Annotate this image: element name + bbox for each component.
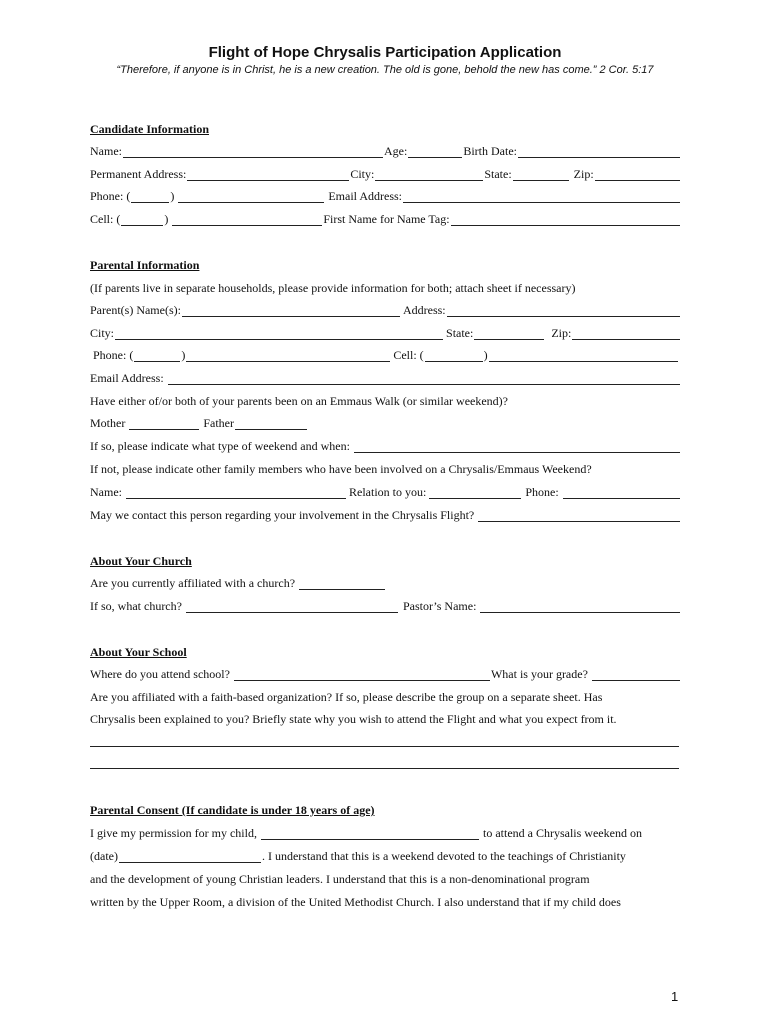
parent-city-label: City:: [90, 326, 115, 340]
faith-question-text-2: Chrysalis been explained to you? Briefly state why you wish to attend the Flight and what you expect from it.: [90, 712, 617, 726]
candidate-name-field[interactable]: [123, 146, 383, 158]
cell-paren: ): [164, 212, 169, 226]
parent-email-field[interactable]: [168, 373, 680, 385]
parent-address-label: Address:: [402, 303, 446, 317]
parent-email-label: Email Address:: [90, 371, 164, 385]
child-name-field[interactable]: [261, 828, 479, 840]
phone-paren: ): [170, 189, 175, 203]
emmaus-question-text: Have either of/or both of your parents been on an Emmaus Walk (or similar weekend)?: [90, 394, 509, 408]
consent-date-field[interactable]: [119, 851, 261, 863]
phone-number-field[interactable]: [178, 191, 324, 203]
parent-address-field[interactable]: [447, 305, 680, 317]
consent-text-1b: to attend a Chrysalis weekend on: [482, 826, 642, 840]
email-field[interactable]: [403, 191, 680, 203]
candidate-phone-row: [90, 187, 680, 203]
parent-state-label: State:: [446, 326, 474, 340]
city-label: City:: [350, 167, 375, 181]
name-tag-field[interactable]: [451, 214, 680, 226]
candidate-section-heading: Candidate Information: [90, 122, 210, 136]
parent-cell-number-field[interactable]: [489, 350, 678, 362]
consent-line-4: [90, 893, 680, 909]
page-number: 1: [671, 989, 679, 1004]
phone-label: Phone: (: [90, 189, 131, 203]
state-label: State:: [484, 167, 512, 181]
name-tag-label: First Name for Name Tag:: [323, 212, 450, 226]
which-church-label: If so, what church?: [90, 599, 182, 613]
father-label: Father: [203, 416, 234, 430]
mother-label: Mother: [90, 416, 126, 430]
contact-name-field[interactable]: [126, 487, 346, 499]
faith-line-2: [90, 710, 680, 726]
church-affiliated-label: Are you currently affiliated with a church?: [90, 576, 296, 590]
zip-label: Zip:: [573, 167, 594, 181]
faith-question-text-1: Are you affiliated with a faith-based organization? If so, please describe the group on a separate sheet. Has: [90, 690, 603, 704]
contact-permission-row: [90, 506, 680, 522]
consent-date-label: (date): [90, 849, 118, 863]
parent-phone-number-field[interactable]: [186, 350, 390, 362]
zip-field[interactable]: [595, 169, 680, 181]
consent-text-1a: I give my permission for my child,: [90, 826, 257, 840]
consent-line-1: [90, 824, 680, 840]
parent-names-field[interactable]: [182, 305, 400, 317]
candidate-age-field[interactable]: [408, 146, 462, 158]
faith-line-1: [90, 688, 680, 704]
emmaus-question-row: [90, 392, 680, 408]
father-field[interactable]: [235, 418, 307, 430]
mother-field[interactable]: [129, 418, 199, 430]
mother-father-row: [90, 414, 680, 430]
parental-note-text: (If parents live in separate households, please provide information for both; attach sheet if necessary): [90, 281, 576, 295]
parent-phone-paren: ): [181, 348, 186, 362]
parent-phone-area-code-field[interactable]: [134, 350, 180, 362]
grade-field[interactable]: [592, 669, 680, 681]
which-church-field[interactable]: [186, 601, 398, 613]
which-church-row: [90, 597, 680, 613]
candidate-cell-row: [90, 210, 680, 226]
answer-line-1[interactable]: [90, 746, 679, 747]
pastor-field[interactable]: [480, 601, 680, 613]
phone-area-code-field[interactable]: [131, 191, 169, 203]
contact-phone-label: Phone:: [525, 485, 559, 499]
name-label: Name:: [90, 144, 122, 158]
other-family-text: If not, please indicate other family members who have been involved on a Chrysalis/Emmaus Weekend?: [90, 462, 592, 476]
parent-cell-area-code-field[interactable]: [425, 350, 483, 362]
form-title: Flight of Hope Chrysalis Participation Application: [208, 44, 562, 61]
relation-field[interactable]: [429, 487, 521, 499]
school-label: Where do you attend school?: [90, 667, 230, 681]
school-row: [90, 665, 680, 681]
parent-names-label: Parent(s) Name(s):: [90, 303, 181, 317]
relation-label: Relation to you:: [349, 485, 427, 499]
parent-zip-label: Zip:: [551, 326, 572, 340]
parent-cell-label: Cell: (: [393, 348, 424, 362]
city-field[interactable]: [375, 169, 483, 181]
weekend-type-row: [90, 437, 680, 453]
contact-permission-label: May we contact this person regarding your involvement in the Chrysalis Flight?: [90, 508, 475, 522]
permanent-address-label: Permanent Address:: [90, 167, 187, 181]
consent-line-2: [90, 847, 680, 863]
cell-number-field[interactable]: [172, 214, 322, 226]
grade-label: What is your grade?: [490, 667, 588, 681]
parent-phone-row: [93, 346, 678, 362]
contact-name-label: Name:: [90, 485, 122, 499]
pastor-label: Pastor’s Name:: [402, 599, 477, 613]
parent-cell-paren: ): [483, 348, 488, 362]
consent-text-3: and the development of young Christian leaders. I understand that this is a non-denominational program: [90, 872, 590, 886]
contact-permission-field[interactable]: [478, 510, 680, 522]
consent-text-4: written by the Upper Room, a division of the United Methodist Church. I also understand that if my child does: [90, 895, 621, 909]
answer-line-2[interactable]: [90, 768, 679, 769]
parent-state-field[interactable]: [474, 328, 544, 340]
parent-email-row: [90, 369, 680, 385]
scripture-verse: “Therefore, if anyone is in Christ, he is a new creation. The old is gone, behold the new has come.” 2 Cor. 5:17: [116, 64, 654, 76]
age-label: Age:: [384, 144, 408, 158]
candidate-name-row: [90, 142, 680, 158]
other-family-row: [90, 460, 680, 476]
school-field[interactable]: [234, 669, 490, 681]
cell-area-code-field[interactable]: [121, 214, 163, 226]
parental-section-heading: Parental Information: [90, 258, 200, 272]
consent-section-heading: Parental Consent (If candidate is under 18 years of age): [90, 803, 375, 817]
parent-city-field[interactable]: [115, 328, 443, 340]
church-affiliated-field[interactable]: [299, 578, 385, 590]
cell-label: Cell: (: [90, 212, 121, 226]
birth-date-label: Birth Date:: [463, 144, 517, 158]
weekend-type-label: If so, please indicate what type of weekend and when:: [90, 439, 350, 453]
family-contact-row: [90, 483, 680, 499]
parent-zip-field[interactable]: [572, 328, 680, 340]
parent-city-row: [90, 324, 680, 340]
parent-phone-label: Phone: (: [93, 348, 134, 362]
parental-note: [90, 279, 680, 295]
church-affiliated-row: [90, 574, 680, 590]
birth-date-field[interactable]: [518, 146, 680, 158]
email-label: Email Address:: [328, 189, 403, 203]
candidate-address-row: [90, 165, 680, 181]
church-section-heading: About Your Church: [90, 554, 192, 568]
consent-line-3: [90, 870, 680, 886]
permanent-address-field[interactable]: [187, 169, 349, 181]
consent-text-2b: . I understand that this is a weekend devoted to the teachings of Christianity: [261, 849, 626, 863]
school-section-heading: About Your School: [90, 645, 187, 659]
contact-phone-field[interactable]: [563, 487, 680, 499]
weekend-type-field[interactable]: [354, 441, 680, 453]
parent-names-row: [90, 301, 680, 317]
state-field[interactable]: [513, 169, 569, 181]
